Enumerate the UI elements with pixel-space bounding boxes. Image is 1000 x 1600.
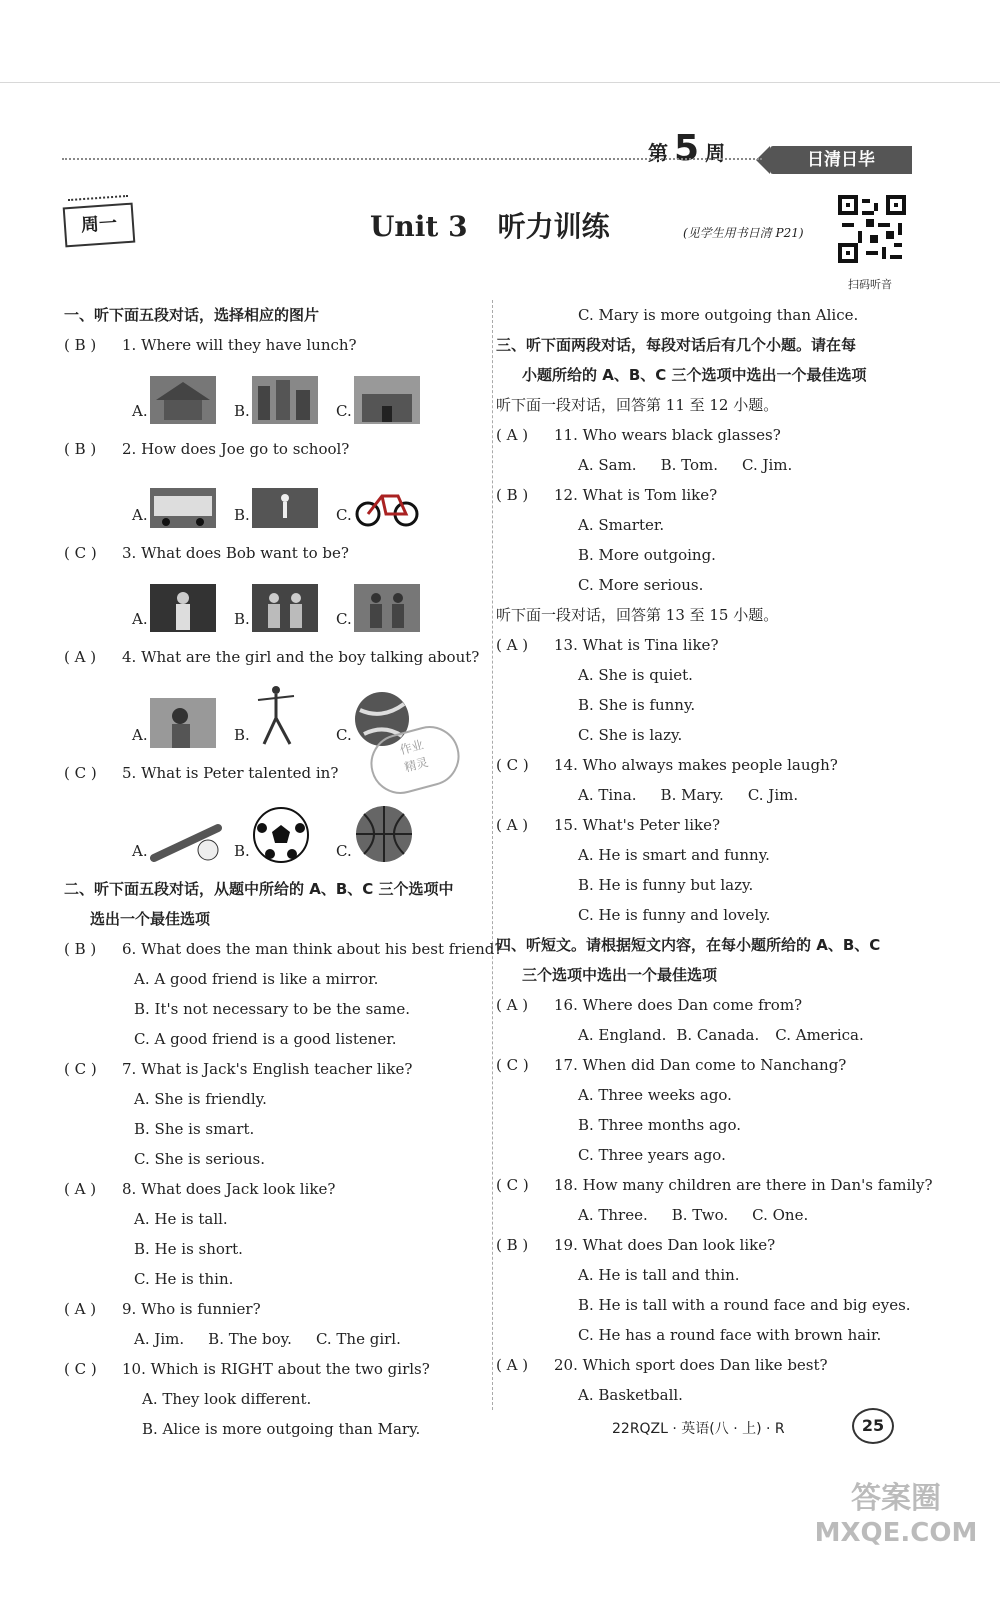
q17-option-a: A. Three weeks ago. — [578, 1086, 732, 1104]
q19-option-b: B. He is tall with a round face and big eyes. — [578, 1296, 911, 1314]
q7-option-c: C. She is serious. — [134, 1150, 266, 1168]
q9-options — [64, 1324, 484, 1354]
section-1-heading: 一、听下面五段对话，选择相应的图片 — [64, 306, 320, 324]
performers-picture-icon — [252, 584, 318, 632]
q11-option-c: C. Jim. — [742, 456, 793, 474]
day-badge: 周一 — [63, 203, 136, 248]
basketball-icon — [354, 804, 414, 864]
q14-option-a: A. Tina. — [578, 786, 637, 804]
q16-option-c: C. America. — [775, 1026, 864, 1044]
q6-option-a: A. A good friend is like a mirror. — [134, 970, 379, 988]
q4-option-a[interactable]: A. — [132, 690, 222, 750]
q16-option-a: A. England. — [578, 1026, 667, 1044]
left-column — [64, 300, 503, 1444]
soccer-ball-icon — [252, 806, 310, 864]
q18-option-a: A. Three. — [578, 1206, 648, 1224]
question-8: ( A ) 8. What does Jack look like? — [64, 1180, 336, 1198]
section-2-heading-line1: 二、听下面五段对话，从题中所给的 A、B、C 三个选项中 — [64, 880, 454, 898]
question-5: ( C ) 5. What is Peter talented in? — [64, 764, 339, 782]
q1-pictures — [64, 366, 484, 426]
q10-option-b: B. Alice is more outgoing than Mary. — [142, 1420, 421, 1438]
q2-option-a[interactable]: A. — [132, 470, 222, 530]
dialogue-2-intro: 听下面一段对话，回答第 13 至 15 小题。 — [496, 606, 779, 624]
section-4-heading-line2: 三个选项中选出一个最佳选项 — [522, 966, 718, 984]
qr-code-icon[interactable] — [838, 195, 906, 263]
q3-option-a[interactable]: A. — [132, 574, 222, 634]
question-20: ( A ) 20. Which sport does Dan like best? — [496, 1356, 828, 1374]
question-4: ( A ) 4. What are the girl and the boy talking about? — [64, 648, 480, 666]
stamp-mark: 作业 精灵 — [364, 719, 466, 800]
q15-option-c: C. He is funny and lovely. — [578, 906, 771, 924]
question-18: ( C ) 18. How many children are there in Dan's family? — [496, 1176, 933, 1194]
q3-option-c[interactable]: C. — [336, 574, 426, 634]
section-2-heading-line2: 选出一个最佳选项 — [90, 910, 211, 928]
q8-option-b: B. He is short. — [134, 1240, 243, 1258]
q13-option-b: B. She is funny. — [578, 696, 696, 714]
q19-option-c: C. He has a round face with brown hair. — [578, 1326, 882, 1344]
question-9: ( A ) 9. Who is funnier? — [64, 1300, 261, 1318]
q2-option-c[interactable]: C. — [336, 470, 426, 530]
q7-option-a: A. She is friendly. — [134, 1090, 267, 1108]
q5-option-c[interactable]: C. — [336, 802, 426, 866]
q13-option-c: C. She is lazy. — [578, 726, 683, 744]
singer-picture-icon — [150, 584, 216, 632]
q11-options — [508, 450, 928, 480]
q8-option-c: C. He is thin. — [134, 1270, 234, 1288]
question-19: ( B ) 19. What does Dan look like? — [496, 1236, 776, 1254]
week-label: 第 5 周 — [648, 128, 726, 169]
restaurant-picture-icon — [150, 376, 216, 424]
q11-option-a: A. Sam. — [578, 456, 637, 474]
city-picture-icon — [252, 376, 318, 424]
watermark: 答案圈 MXQE.COM — [814, 1481, 978, 1548]
q9-option-a: A. Jim. — [134, 1330, 185, 1348]
question-11: ( A ) 11. Who wears black glasses? — [496, 426, 781, 444]
dancers-icon — [252, 684, 302, 748]
q14-options — [508, 780, 928, 810]
q15-option-a: A. He is smart and funny. — [578, 846, 770, 864]
q10-option-a: A. They look different. — [142, 1390, 312, 1408]
q9-option-c: C. The girl. — [315, 1330, 401, 1348]
singing-girl-picture-icon — [150, 698, 216, 748]
q4-option-b[interactable]: B. — [234, 678, 324, 750]
q3-pictures — [64, 574, 484, 634]
question-17: ( C ) 17. When did Dan come to Nanchang? — [496, 1056, 847, 1074]
daily-tag: 日清日毕 — [770, 146, 912, 174]
question-14: ( C ) 14. Who always makes people laugh? — [496, 756, 838, 774]
header-divider — [62, 158, 762, 160]
bus-picture-icon — [150, 488, 216, 528]
bicycle-icon — [354, 484, 420, 528]
q18-option-c: C. One. — [752, 1206, 809, 1224]
question-6: ( B ) 6. What does the man think about his best friend? — [64, 940, 503, 958]
q7-option-b: B. She is smart. — [134, 1120, 255, 1138]
players-picture-icon — [354, 584, 420, 632]
q16-option-b: B. Canada. — [676, 1026, 760, 1044]
q1-option-c[interactable]: C. — [336, 366, 426, 426]
q17-option-c: C. Three years ago. — [578, 1146, 726, 1164]
q12-option-c: C. More serious. — [578, 576, 704, 594]
q5-option-a[interactable]: A. — [132, 806, 222, 866]
q11-option-b: B. Tom. — [660, 456, 719, 474]
q16-options — [508, 1020, 928, 1050]
question-2: ( B ) 2. How does Joe go to school? — [64, 440, 350, 458]
q17-option-b: B. Three months ago. — [578, 1116, 742, 1134]
q3-option-b[interactable]: B. — [234, 574, 324, 634]
q19-option-a: A. He is tall and thin. — [578, 1266, 740, 1284]
q12-option-a: A. Smarter. — [578, 516, 665, 534]
question-3: ( C ) 3. What does Bob want to be? — [64, 544, 349, 562]
question-1: ( B ) 1. Where will they have lunch? — [64, 336, 357, 354]
walking-picture-icon — [252, 488, 318, 528]
q1-option-b[interactable]: B. — [234, 366, 324, 426]
question-15: ( A ) 15. What's Peter like? — [496, 816, 721, 834]
page-title: Unit 3 听力训练 — [370, 210, 610, 243]
q6-option-b: B. It's not necessary to be the same. — [134, 1000, 411, 1018]
q20-option-a: A. Basketball. — [578, 1386, 683, 1404]
question-10: ( C ) 10. Which is RIGHT about the two girls? — [64, 1360, 430, 1378]
q18-option-b: B. Two. — [671, 1206, 729, 1224]
page-number: 25 — [852, 1408, 894, 1444]
q6-option-c: C. A good friend is a good listener. — [134, 1030, 397, 1048]
q10-option-c: C. Mary is more outgoing than Alice. — [578, 306, 859, 324]
section-3-heading-line2: 小题所给的 A、B、C 三个选项中选出一个最佳选项 — [522, 366, 867, 384]
q13-option-a: A. She is quiet. — [578, 666, 693, 684]
section-4-heading-line1: 四、听短文。请根据短文内容，在每小题所给的 A、B、C — [496, 936, 881, 954]
q14-option-c: C. Jim. — [747, 786, 799, 804]
q9-option-b: B. The boy. — [208, 1330, 292, 1348]
question-7: ( C ) 7. What is Jack's English teacher like? — [64, 1060, 413, 1078]
dialogue-1-intro: 听下面一段对话，回答第 11 至 12 小题。 — [496, 396, 779, 414]
right-column — [496, 300, 933, 1410]
qr-caption: 扫码听音 — [848, 278, 892, 291]
footer-code: 22RQZL · 英语(八 · 上) · R — [612, 1421, 785, 1437]
section-3-heading-line1: 三、听下面两段对话，每段对话后有几个小题。请在每 — [496, 336, 857, 354]
column-divider — [492, 300, 493, 1410]
q4-option-c[interactable]: C. — [336, 686, 426, 750]
q1-option-a[interactable]: A. — [132, 366, 222, 426]
q5-option-b[interactable]: B. — [234, 802, 324, 866]
q14-option-b: B. Mary. — [660, 786, 724, 804]
q12-option-b: B. More outgoing. — [578, 546, 716, 564]
q2-pictures — [64, 470, 484, 530]
question-12: ( B ) 12. What is Tom like? — [496, 486, 718, 504]
q5-pictures — [64, 794, 484, 866]
building-picture-icon — [354, 376, 420, 424]
reference-note: (见学生用书日清 P21) — [683, 226, 804, 240]
q8-option-a: A. He is tall. — [134, 1210, 228, 1228]
q15-option-b: B. He is funny but lazy. — [578, 876, 754, 894]
q18-options — [508, 1200, 928, 1230]
q2-option-b[interactable]: B. — [234, 470, 324, 530]
question-13: ( A ) 13. What is Tina like? — [496, 636, 719, 654]
baseball-icon — [150, 820, 226, 864]
question-16: ( A ) 16. Where does Dan come from? — [496, 996, 803, 1014]
